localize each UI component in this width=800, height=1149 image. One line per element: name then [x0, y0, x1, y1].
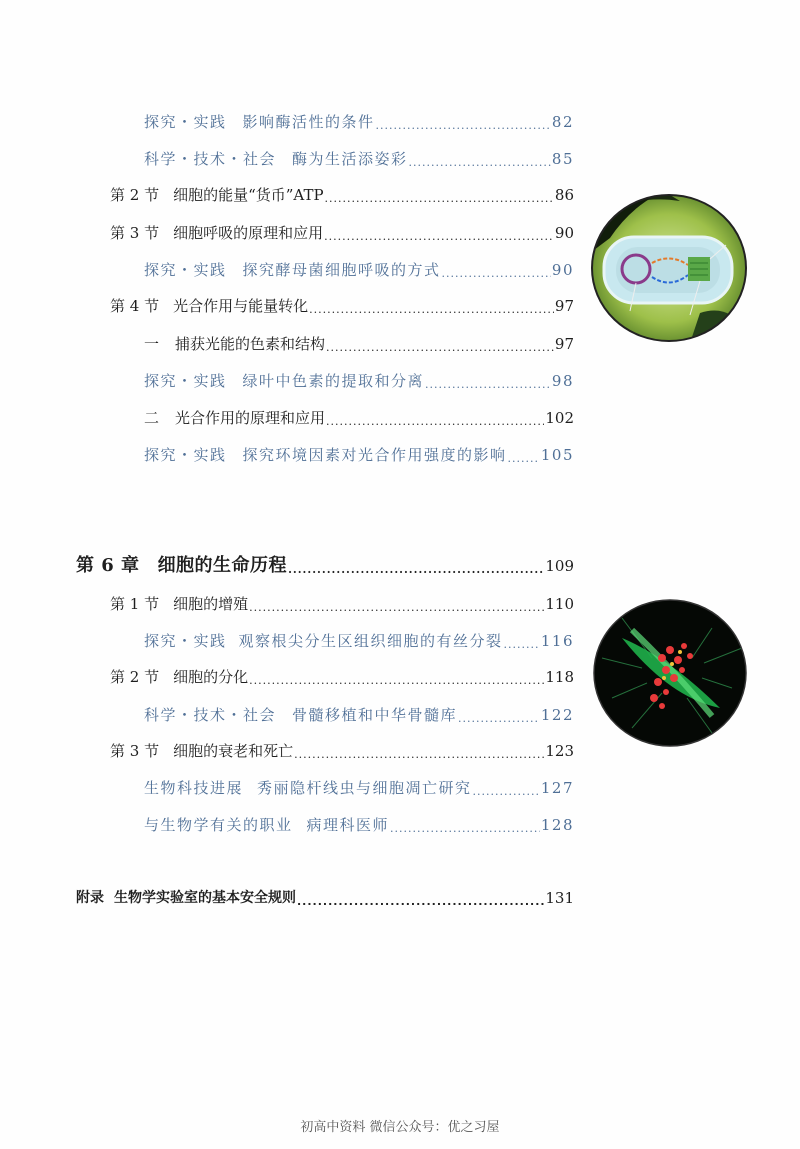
toc-entry-title: 影响酶活性的条件	[242, 113, 375, 131]
leader-dots	[409, 154, 551, 168]
toc-entry-title: 酶为生活添姿彩	[292, 150, 408, 168]
toc-chapter-entry[interactable]	[76, 557, 574, 575]
toc-entry-page: 123	[545, 742, 574, 760]
toc-entry-title: 生物学实验室的基本安全规则	[114, 890, 296, 906]
toc-entry[interactable]	[144, 632, 574, 650]
toc-entry-label: 探究・实践	[144, 632, 227, 650]
leader-dots	[473, 783, 540, 797]
toc-entry[interactable]	[110, 742, 574, 760]
toc-entry[interactable]	[144, 779, 574, 797]
leader-dots	[325, 190, 554, 204]
chloroplast-micrograph-icon	[590, 193, 748, 343]
toc-entry-title: 捕获光能的色素和结构	[175, 335, 326, 353]
toc-entry[interactable]	[110, 224, 574, 242]
leader-dots	[326, 413, 544, 427]
toc-entry-page: 97	[554, 297, 574, 315]
toc-entry-page: 122	[540, 706, 574, 724]
toc-entry-page: 102	[545, 409, 574, 427]
toc-entry-title: 细胞的衰老和死亡	[173, 742, 294, 760]
toc-entry-page: 109	[545, 557, 574, 575]
toc-entry-label: 二	[144, 409, 160, 427]
toc-entry-label: 探究・实践	[144, 372, 227, 390]
leader-dots	[390, 820, 540, 834]
toc-entry-label: 附录	[76, 890, 104, 906]
toc-entry-label: 第 4 节	[110, 297, 160, 315]
toc-entry[interactable]	[110, 595, 574, 613]
toc-entry[interactable]	[144, 261, 574, 279]
toc-entry[interactable]	[144, 446, 574, 464]
toc-entry-label: 科学・技术・社会	[144, 706, 277, 724]
leader-dots	[288, 561, 544, 575]
toc-entry-title: 绿叶中色素的提取和分离	[242, 372, 425, 390]
leader-dots	[425, 376, 551, 390]
toc-entry-label: 第 3 节	[110, 224, 160, 242]
toc-entry-title: 骨髓移植和中华骨髓库	[292, 706, 458, 724]
toc-entry-page: 98	[551, 372, 574, 390]
toc-entry-page: 110	[545, 595, 574, 613]
toc-appendix-entry[interactable]	[76, 889, 574, 907]
leader-dots	[458, 710, 540, 724]
toc-entry-label: 第 3 节	[110, 742, 160, 760]
toc-entry-label: 第 6 章	[76, 555, 140, 576]
leader-dots	[504, 636, 540, 650]
toc-entry-title: 观察根尖分生区组织细胞的有丝分裂	[238, 632, 503, 650]
toc-entry-title: 细胞的生命历程	[157, 555, 288, 576]
toc-entry-title: 细胞的增殖	[173, 595, 249, 613]
mitosis-spindle-micrograph-icon	[592, 598, 748, 748]
toc-entry[interactable]	[110, 297, 574, 315]
toc-entry-page: 127	[540, 779, 574, 797]
toc-entry-title: 细胞的能量“货币”ATP	[173, 186, 324, 204]
toc-entry-label: 与生物学有关的职业	[144, 816, 293, 834]
leader-dots	[326, 339, 554, 353]
toc-entry-label: 一	[144, 335, 160, 353]
toc-entry[interactable]	[144, 335, 574, 353]
toc-entry-page: 86	[554, 186, 574, 204]
toc-entry-title: 光合作用与能量转化	[173, 297, 309, 315]
toc-entry-page: 85	[551, 150, 574, 168]
toc-entry-page: 105	[540, 446, 574, 464]
toc-entry-page: 131	[545, 889, 574, 907]
toc-entry-page: 82	[551, 113, 574, 131]
toc-entry-label: 探究・实践	[144, 261, 227, 279]
toc-entry-label: 第 2 节	[110, 668, 160, 686]
leader-dots	[249, 599, 544, 613]
toc-entry-page: 97	[554, 335, 574, 353]
toc-entry-label: 第 2 节	[110, 186, 160, 204]
toc-entry[interactable]	[144, 816, 574, 834]
toc-entry-title: 细胞呼吸的原理和应用	[173, 224, 324, 242]
leader-dots	[297, 893, 544, 907]
toc-entry-page: 116	[540, 632, 574, 650]
toc-entry[interactable]	[144, 372, 574, 390]
toc-entry-title: 秀丽隐杆线虫与细胞凋亡研究	[257, 779, 472, 797]
toc-entry-label: 科学・技术・社会	[144, 150, 277, 168]
toc-entry-title: 病理科医师	[306, 816, 390, 834]
leader-dots	[442, 265, 551, 279]
toc-entry[interactable]	[144, 113, 574, 131]
page-footer: 初高中资料 微信公众号：优之习屋	[300, 1120, 500, 1135]
toc-entry-page: 90	[554, 224, 574, 242]
leader-dots	[249, 672, 544, 686]
toc-entry[interactable]	[144, 706, 574, 724]
leader-dots	[294, 746, 544, 760]
toc-entry-title: 细胞的分化	[173, 668, 249, 686]
toc-entry-label: 探究・实践	[144, 446, 227, 464]
toc-entry-page: 90	[551, 261, 574, 279]
toc-entry-label: 探究・实践	[144, 113, 227, 131]
toc-entry-label: 生物科技进展	[144, 779, 244, 797]
toc-entry[interactable]	[144, 409, 574, 427]
toc-entry-label: 第 1 节	[110, 595, 160, 613]
leader-dots	[508, 450, 540, 464]
toc-entry-title: 探究环境因素对光合作用强度的影响	[242, 446, 507, 464]
leader-dots	[324, 228, 554, 242]
leader-dots	[376, 117, 551, 131]
toc-entry-title: 探究酵母菌细胞呼吸的方式	[242, 261, 441, 279]
toc-entry[interactable]	[110, 186, 574, 204]
toc-entry[interactable]	[110, 668, 574, 686]
toc-entry[interactable]	[144, 150, 574, 168]
leader-dots	[309, 301, 554, 315]
toc-entry-page: 128	[540, 816, 574, 834]
toc-entry-title: 光合作用的原理和应用	[175, 409, 326, 427]
toc-entry-page: 118	[545, 668, 574, 686]
